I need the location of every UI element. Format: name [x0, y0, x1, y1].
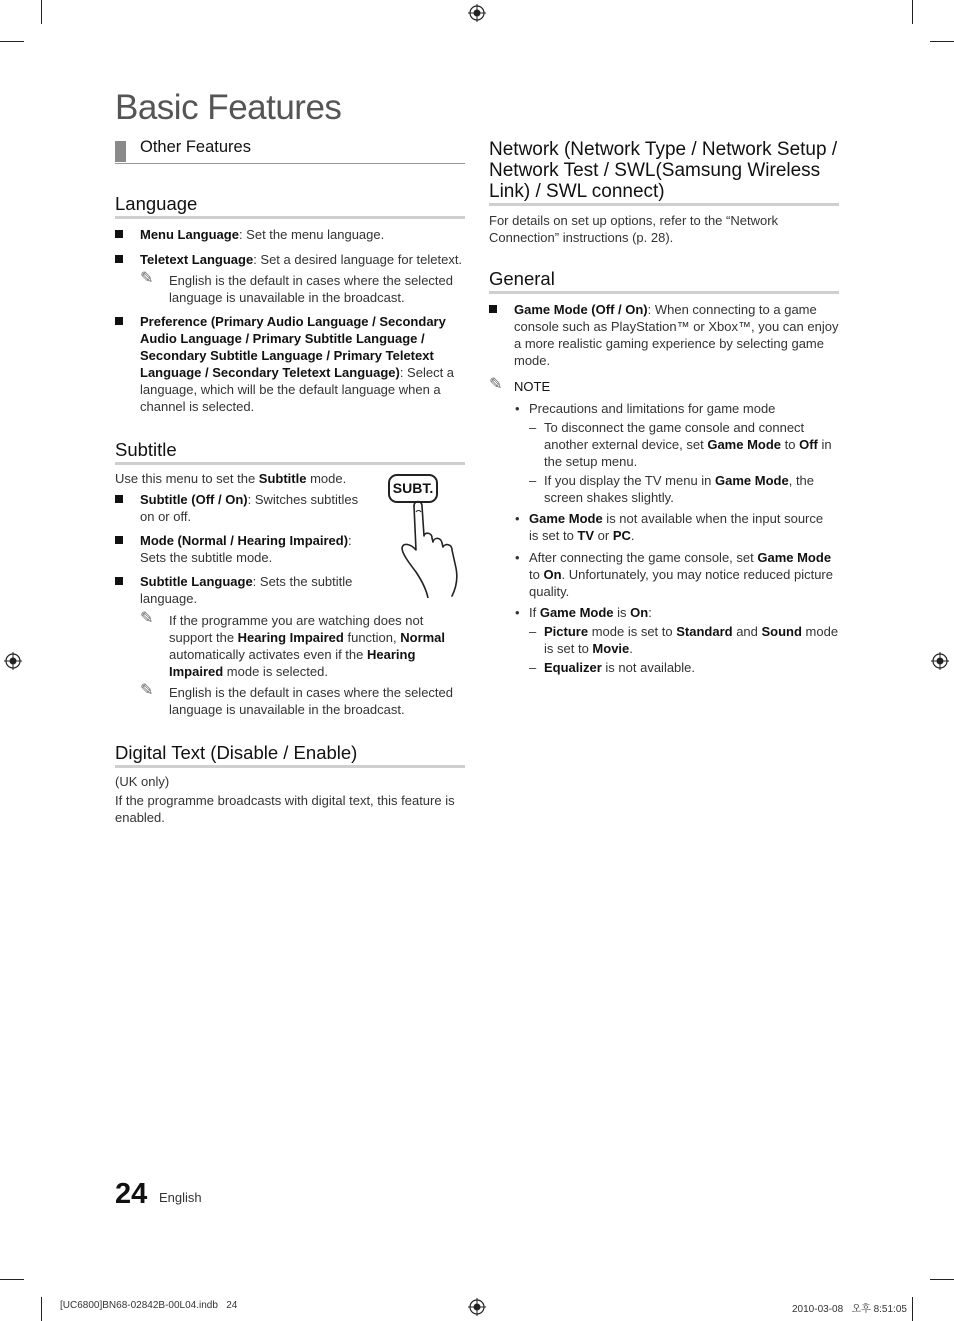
dash-bold: Off [799, 437, 818, 452]
subt-button-label: SUBT. [392, 480, 434, 496]
language-heading: Language [115, 193, 465, 219]
dash-bold: Standard [676, 624, 733, 639]
bullet-bold: On [630, 605, 649, 620]
dash-icon: – [529, 473, 537, 488]
item-text: : Sets the subtitle language. [140, 574, 353, 606]
note-bold: Hearing Impaired [237, 630, 344, 645]
note-pencil-icon: ✎ [140, 610, 154, 627]
item-text: : When connecting to a game console such as PlayStation™ or Xbox™, you can enjoy a more realistic gaming experience by selecting game mode. [514, 302, 839, 368]
square-bullet-icon [115, 317, 123, 325]
dash-bold: Movie [592, 641, 630, 656]
bullet-bold: PC [612, 528, 631, 543]
network-body: For details on set up options, refer to the “Network Connection” instructions (p. 28). [489, 213, 779, 245]
item-label: Game Mode (Off / On) [514, 302, 648, 317]
dash-bold: Equalizer [544, 660, 602, 675]
intro-bold: Subtitle [258, 471, 307, 486]
square-bullet-icon [115, 577, 123, 585]
crop-mark [912, 1297, 913, 1321]
bullet-text: . Unfortunately, you may notice reduced picture quality. [529, 567, 833, 599]
dash-bold: Picture [544, 624, 589, 639]
note-pencil-icon: ✎ [140, 270, 154, 287]
crop-mark [41, 0, 42, 24]
crop-mark [0, 1279, 24, 1280]
intro-text: Use this menu to set the [115, 471, 259, 486]
bullet-text: to [529, 567, 544, 582]
bullet-dot-icon: • [515, 511, 520, 526]
subtitle-heading: Subtitle [115, 439, 465, 465]
crop-mark [930, 41, 954, 42]
bullet-text: After connecting the game console, set [529, 550, 758, 565]
dash-text: , the screen shakes slightly. [544, 473, 815, 505]
dash-bold: Sound [761, 624, 802, 639]
item-label: Subtitle Language [140, 574, 253, 589]
crop-mark [41, 1297, 42, 1321]
dash-bold: Game Mode [707, 437, 782, 452]
note-text: English is the default in cases where the selected language is unavailable in the broadcast. [169, 273, 454, 305]
bullet-bold: On [543, 567, 562, 582]
page-language: English [159, 1190, 202, 1205]
bullet-text: or [594, 528, 613, 543]
bullet-text: is not available when the input source is set to [529, 511, 824, 543]
footer-file: [UC6800]BN68-02842B-00L04.indb 24 [60, 1300, 238, 1311]
note-bold: Hearing Impaired [169, 647, 416, 679]
item-label: Preference (Primary Audio Language / Secondary Audio Language / Primary Subtitle Language / Secondary Subtitle Language / Primary Teletext Language / Secondary Teletext Language) [140, 314, 446, 380]
dash-icon: – [529, 624, 537, 639]
general-heading: General [489, 268, 839, 294]
dash-text: is not available. [601, 660, 696, 675]
square-bullet-icon [115, 255, 123, 263]
item-text: : Sets the subtitle mode. [140, 533, 352, 565]
note-text: mode is selected. [223, 664, 328, 679]
crosshair-register-icon [468, 1298, 486, 1316]
subtitle-intro [115, 470, 385, 487]
crop-mark [912, 0, 913, 24]
square-bullet-icon [115, 495, 123, 503]
dash-bold: Game Mode [715, 473, 789, 488]
square-bullet-icon [489, 305, 497, 313]
dash-text: . [629, 641, 633, 656]
item-text: : Switches subtitles on or off. [140, 492, 359, 524]
section-tab-bar [115, 141, 126, 162]
page-number: 24 [115, 1178, 148, 1210]
dash-text: mode is set to [588, 624, 677, 639]
bullet-dot-icon: • [515, 605, 520, 620]
item-text: : Set a desired language for teletext. [253, 252, 463, 267]
digital-text-heading: Digital Text (Disable / Enable) [115, 742, 465, 768]
digital-text-body: If the programme broadcasts with digital text, this feature is enabled. [115, 793, 455, 825]
subt-button-illustration [386, 474, 468, 598]
hand-pointer-icon [386, 492, 468, 598]
bullet-text: . [630, 528, 635, 543]
bullet-dot-icon: • [515, 550, 520, 565]
bullet-text: Precautions and limitations for game mode [529, 401, 776, 416]
section-tab-label: Other Features [140, 138, 251, 156]
item-label: Teletext Language [140, 252, 254, 267]
note-pencil-icon: ✎ [489, 376, 503, 393]
dash-icon: – [529, 420, 537, 435]
bullet-text: is [613, 605, 631, 620]
crosshair-register-icon [4, 652, 22, 670]
crop-mark [930, 1279, 954, 1280]
uk-only-label: (UK only) [115, 774, 170, 789]
section-tab [115, 139, 465, 164]
item-text: : Select a language, which will be the default language when a channel is selected. [140, 365, 455, 414]
note-text: function, [343, 630, 401, 645]
dash-text: and [732, 624, 762, 639]
item-label: Mode (Normal / Hearing Impaired) [140, 533, 349, 548]
bullet-dot-icon: • [515, 401, 520, 416]
bullet-bold: Game Mode [539, 605, 614, 620]
bullet-text: : [648, 605, 652, 620]
bullet-text: If [529, 605, 540, 620]
item-label: Menu Language [140, 227, 239, 242]
footer-date: 2010-03-08 오후 8:51:05 [792, 1304, 907, 1315]
note-text: If the programme you are watching does not support the [169, 613, 424, 645]
bullet-bold: TV [577, 528, 595, 543]
bullet-bold: Game Mode [757, 550, 832, 565]
note-bold: Normal [400, 630, 446, 645]
intro-text: mode. [306, 471, 347, 486]
dash-text: To disconnect the game console and connect another external device, set [544, 420, 805, 452]
crop-mark [0, 41, 24, 42]
crosshair-register-icon [931, 652, 949, 670]
network-heading: Network (Network Type / Network Setup / Network Test / SWL(Samsung Wireless Link) / SWL connect) [489, 139, 839, 206]
crosshair-register-icon [468, 4, 486, 22]
item-label: Subtitle (Off / On) [140, 492, 248, 507]
dash-text: to [781, 437, 800, 452]
page-title: Basic Features [115, 88, 342, 127]
square-bullet-icon [115, 230, 123, 238]
dash-text: in the setup menu. [544, 437, 832, 469]
item-text: : Set the menu language. [238, 227, 385, 242]
square-bullet-icon [115, 536, 123, 544]
dash-icon: – [529, 660, 537, 675]
bullet-bold: Game Mode [529, 511, 603, 526]
dash-text: If you display the TV menu in [544, 473, 716, 488]
dash-text: mode is set to [544, 624, 839, 656]
note-label: NOTE [514, 379, 551, 394]
note-text: English is the default in cases where the selected language is unavailable in the broadcast. [169, 685, 454, 717]
note-text: automatically activates even if the [169, 647, 367, 662]
note-pencil-icon: ✎ [140, 682, 154, 699]
